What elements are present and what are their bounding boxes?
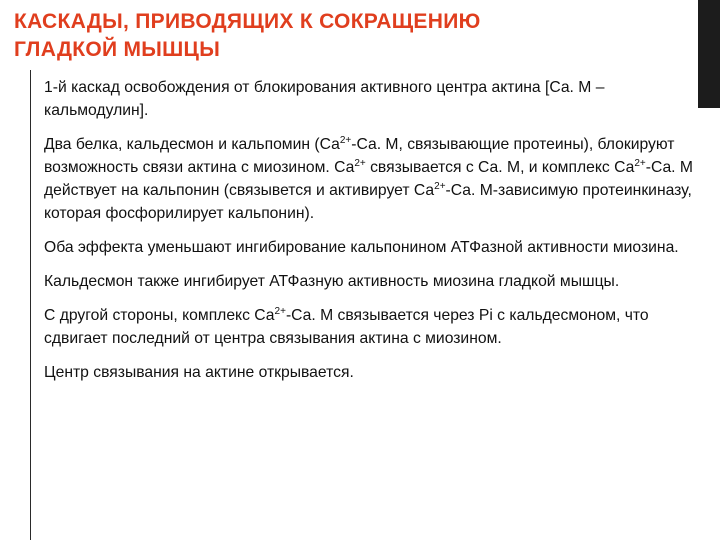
paragraph-5-part-b: -Са. М связывается через Pi с кальдесмоном, что сдвигает последний от центра связывания актина с миозином. — [44, 307, 649, 347]
superscript-charge: 2+ — [339, 135, 352, 146]
paragraph-5-part-a: С другой стороны, комплекс Са — [44, 307, 275, 324]
paragraph-4-text: Кальдесмон также ингибирует АТФазную активность миозина гладкой мышцы. — [44, 273, 620, 290]
slide-body — [44, 76, 694, 395]
superscript-charge: 2+ — [434, 181, 446, 192]
title-line-1: КАСКАДЫ, ПРИВОДЯЩИХ К СОКРАЩЕНИЮ — [14, 10, 481, 33]
paragraph-1-text: 1-й каскад освобождения от блокирования активного центра актина [Са. М – кальмодулин]. — [44, 79, 605, 119]
paragraph-2-part-c: связывается с Са. М, и комплекс Са — [365, 159, 635, 176]
slide-title — [14, 8, 654, 64]
decorative-bar — [698, 0, 720, 108]
paragraph-6-text: Центр связывания на актине открывается. — [44, 364, 354, 381]
superscript-charge: 2+ — [354, 158, 366, 169]
paragraph-1 — [44, 76, 694, 122]
paragraph-2 — [44, 133, 694, 225]
title-line-2: ГЛАДКОЙ МЫШЦЫ — [14, 38, 221, 61]
paragraph-3-text: Оба эффекта уменьшают ингибирование кальпонином АТФазной активности миозина. — [44, 239, 679, 256]
paragraph-2-part-b: -Са. М, связывающие протеины), блокируют возможность связи актина с миозином. Са — [44, 136, 675, 176]
vertical-divider — [30, 70, 31, 540]
paragraph-2-part-d: -Са. М действует на кальпонин (связывется и активирует Са — [44, 159, 693, 199]
paragraph-3 — [44, 236, 694, 259]
superscript-charge: 2+ — [634, 158, 646, 169]
paragraph-2-part-e: -Са. М-зависимую протеинкиназу, которая фосфорилирует кальпонин). — [44, 182, 692, 222]
paragraph-6 — [44, 361, 694, 384]
superscript-charge: 2+ — [274, 306, 286, 317]
paragraph-4 — [44, 270, 694, 293]
paragraph-2-part-a: Два белка, кальдесмон и кальпомин (Са — [44, 136, 340, 153]
paragraph-5 — [44, 304, 694, 350]
